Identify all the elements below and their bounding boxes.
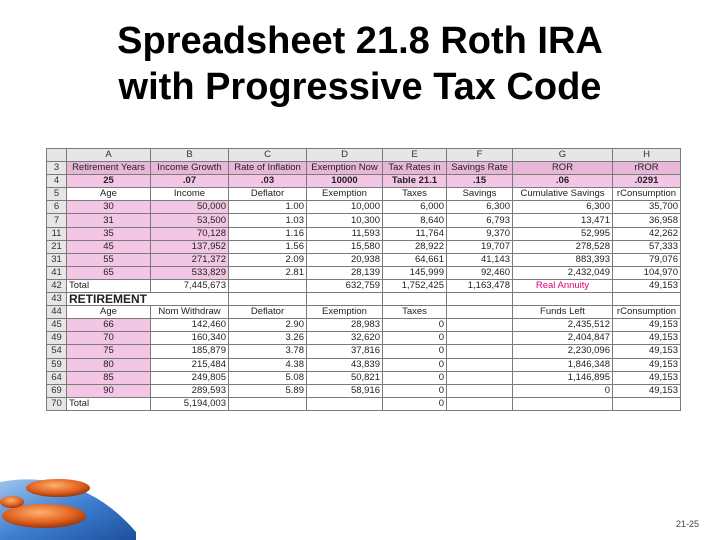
real-annuity-label: Real Annuity — [513, 279, 613, 292]
data-cell: 10,000 — [307, 201, 383, 214]
data-cell: 70,128 — [151, 227, 229, 240]
header-cell: Income — [151, 188, 229, 201]
data-cell: 1.03 — [229, 214, 307, 227]
data-cell: 1.16 — [229, 227, 307, 240]
params-header-row — [47, 162, 681, 175]
param-cell: 25 — [67, 175, 151, 188]
data-cell: 6,300 — [447, 201, 513, 214]
data-cell: 6,000 — [383, 201, 447, 214]
row-number: 43 — [47, 293, 67, 306]
data-cell: 2,435,512 — [513, 319, 613, 332]
data-cell: 0 — [513, 384, 613, 397]
data-cell: 66 — [67, 319, 151, 332]
row-number: 6 — [47, 201, 67, 214]
column-header-g: G — [513, 149, 613, 162]
header-cell: Savings — [447, 188, 513, 201]
data-cell: 278,528 — [513, 240, 613, 253]
data-cell: 90 — [67, 384, 151, 397]
data-cell — [447, 332, 513, 345]
total-cell: 632,759 — [307, 279, 383, 292]
data-cell: 215,484 — [151, 358, 229, 371]
data-cell: 49,153 — [613, 332, 681, 345]
empty-cell — [307, 293, 383, 306]
data-cell: 104,970 — [613, 266, 681, 279]
header-cell: Deflator — [229, 188, 307, 201]
data-cell: 160,340 — [151, 332, 229, 345]
data-cell: 64,661 — [383, 253, 447, 266]
column-header-h: H — [613, 149, 681, 162]
data-cell: 185,879 — [151, 345, 229, 358]
data-cell: 65 — [67, 266, 151, 279]
table-row — [47, 319, 681, 332]
data-cell: 57,333 — [613, 240, 681, 253]
table-row — [47, 227, 681, 240]
data-cell: 75 — [67, 345, 151, 358]
data-cell: 53,500 — [151, 214, 229, 227]
param-cell: Table 21.1 — [383, 175, 447, 188]
data-cell: 2.90 — [229, 319, 307, 332]
param-cell: .0291 — [613, 175, 681, 188]
data-cell: 50,000 — [151, 201, 229, 214]
empty-cell — [229, 293, 307, 306]
header-cell: ROR — [513, 162, 613, 175]
slide-title-line-1: Spreadsheet 21.8 Roth IRA — [117, 20, 603, 62]
data-cell: 80 — [67, 358, 151, 371]
retirement-header-row — [47, 306, 681, 319]
data-cell: 49,153 — [613, 358, 681, 371]
data-cell: 85 — [67, 371, 151, 384]
data-cell: 35 — [67, 227, 151, 240]
row-number: 7 — [47, 214, 67, 227]
row-number: 41 — [47, 266, 67, 279]
row-number: 44 — [47, 306, 67, 319]
total-label: Total — [67, 279, 151, 292]
column-header-row — [47, 149, 681, 162]
row-number: 31 — [47, 253, 67, 266]
slide-title-line-2: with Progressive Tax Code — [118, 66, 602, 108]
data-cell: 37,816 — [307, 345, 383, 358]
data-cell: 0 — [383, 345, 447, 358]
slide-number: 21-25 — [676, 519, 700, 529]
total-cell: 1,752,425 — [383, 279, 447, 292]
data-cell: 0 — [383, 384, 447, 397]
column-header-b: B — [151, 149, 229, 162]
header-cell: rConsumption — [613, 306, 681, 319]
data-cell: 49,153 — [613, 319, 681, 332]
row-number: 54 — [47, 345, 67, 358]
row-number: 3 — [47, 162, 67, 175]
total-cell — [513, 397, 613, 410]
data-cell: 1,146,895 — [513, 371, 613, 384]
total-cell — [613, 397, 681, 410]
header-cell: Taxes — [383, 306, 447, 319]
retirement-label: RETIREMENT — [67, 293, 229, 306]
data-cell: 0 — [383, 371, 447, 384]
data-cell: 32,620 — [307, 332, 383, 345]
header-cell: Nom Withdraw — [151, 306, 229, 319]
data-cell: 1,846,348 — [513, 358, 613, 371]
empty-cell — [383, 293, 447, 306]
table-row — [47, 332, 681, 345]
data-cell: 70 — [67, 332, 151, 345]
header-cell: Rate of Inflation — [229, 162, 307, 175]
data-cell — [447, 384, 513, 397]
data-cell: 5.89 — [229, 384, 307, 397]
data-cell: 3.26 — [229, 332, 307, 345]
row-number: 59 — [47, 358, 67, 371]
data-cell: 52,995 — [513, 227, 613, 240]
param-cell: 10000 — [307, 175, 383, 188]
data-cell: 5.08 — [229, 371, 307, 384]
data-cell: 55 — [67, 253, 151, 266]
column-header-f: F — [447, 149, 513, 162]
row-number: 64 — [47, 371, 67, 384]
data-cell: 271,372 — [151, 253, 229, 266]
data-cell: 2,230,096 — [513, 345, 613, 358]
data-cell: 50,821 — [307, 371, 383, 384]
row-number: 45 — [47, 319, 67, 332]
header-cell: Age — [67, 306, 151, 319]
table-row — [47, 214, 681, 227]
params-values-row — [47, 175, 681, 188]
header-cell — [447, 306, 513, 319]
data-cell: 2,432,049 — [513, 266, 613, 279]
total-cell: 1,163,478 — [447, 279, 513, 292]
table-row — [47, 345, 681, 358]
pebbles-logo-image — [0, 472, 136, 540]
header-cell: rConsumption — [613, 188, 681, 201]
total-cell: 49,153 — [613, 279, 681, 292]
header-cell: Tax Rates in — [383, 162, 447, 175]
work-header-row — [47, 188, 681, 201]
data-cell: 4.38 — [229, 358, 307, 371]
row-number: 49 — [47, 332, 67, 345]
retirement-total-row — [47, 397, 681, 410]
data-cell — [447, 319, 513, 332]
data-cell: 3.78 — [229, 345, 307, 358]
data-cell: 35,700 — [613, 201, 681, 214]
data-cell: 49,153 — [613, 371, 681, 384]
total-cell: 7,445,673 — [151, 279, 229, 292]
total-cell: 5,194,003 — [151, 397, 229, 410]
header-cell: Cumulative Savings — [513, 188, 613, 201]
row-number: 42 — [47, 279, 67, 292]
total-label: Total — [67, 397, 151, 410]
table-row — [47, 266, 681, 279]
data-cell: 30 — [67, 201, 151, 214]
data-cell: 19,707 — [447, 240, 513, 253]
column-header-c: C — [229, 149, 307, 162]
table-row — [47, 358, 681, 371]
column-header-e: E — [383, 149, 447, 162]
data-cell: 31 — [67, 214, 151, 227]
spreadsheet-table — [46, 148, 681, 411]
empty-cell — [613, 293, 681, 306]
data-cell: 58,916 — [307, 384, 383, 397]
table-row — [47, 201, 681, 214]
header-cell: Deflator — [229, 306, 307, 319]
data-cell: 11,593 — [307, 227, 383, 240]
data-cell: 43,839 — [307, 358, 383, 371]
data-cell: 2,404,847 — [513, 332, 613, 345]
param-cell: .06 — [513, 175, 613, 188]
data-cell: 79,076 — [613, 253, 681, 266]
data-cell: 1.00 — [229, 201, 307, 214]
table-row — [47, 384, 681, 397]
data-cell: 249,805 — [151, 371, 229, 384]
row-number: 21 — [47, 240, 67, 253]
data-cell — [447, 371, 513, 384]
data-cell — [447, 358, 513, 371]
total-cell — [229, 279, 307, 292]
data-cell: 41,143 — [447, 253, 513, 266]
corner-cell — [47, 149, 67, 162]
work-total-row — [47, 279, 681, 292]
data-cell: 0 — [383, 319, 447, 332]
total-cell — [307, 397, 383, 410]
data-cell: 0 — [383, 358, 447, 371]
header-cell: Retirement Years — [67, 162, 151, 175]
data-cell: 6,793 — [447, 214, 513, 227]
data-cell: 49,153 — [613, 345, 681, 358]
data-cell: 20,938 — [307, 253, 383, 266]
column-header-d: D — [307, 149, 383, 162]
data-cell: 42,262 — [613, 227, 681, 240]
param-cell: .15 — [447, 175, 513, 188]
data-cell: 883,393 — [513, 253, 613, 266]
row-number: 5 — [47, 188, 67, 201]
data-cell: 2.81 — [229, 266, 307, 279]
data-cell: 45 — [67, 240, 151, 253]
total-cell — [229, 397, 307, 410]
retirement-label-row — [47, 293, 681, 306]
data-cell: 137,952 — [151, 240, 229, 253]
slide-title — [0, 18, 720, 110]
data-cell: 142,460 — [151, 319, 229, 332]
header-cell: rROR — [613, 162, 681, 175]
header-cell: Funds Left — [513, 306, 613, 319]
header-cell: Savings Rate — [447, 162, 513, 175]
data-cell: 13,471 — [513, 214, 613, 227]
data-cell: 15,580 — [307, 240, 383, 253]
header-cell: Exemption — [307, 188, 383, 201]
row-number: 4 — [47, 175, 67, 188]
data-cell: 2.09 — [229, 253, 307, 266]
table-row — [47, 253, 681, 266]
header-cell: Taxes — [383, 188, 447, 201]
header-cell: Income Growth — [151, 162, 229, 175]
data-cell: 289,593 — [151, 384, 229, 397]
row-number: 70 — [47, 397, 67, 410]
row-number: 69 — [47, 384, 67, 397]
data-cell: 0 — [383, 332, 447, 345]
data-cell: 28,922 — [383, 240, 447, 253]
data-cell: 9,370 — [447, 227, 513, 240]
total-cell: 0 — [383, 397, 447, 410]
column-header-a: A — [67, 149, 151, 162]
data-cell: 533,829 — [151, 266, 229, 279]
table-row — [47, 240, 681, 253]
data-cell: 28,983 — [307, 319, 383, 332]
total-cell — [447, 397, 513, 410]
data-cell: 145,999 — [383, 266, 447, 279]
header-cell: Exemption — [307, 306, 383, 319]
data-cell: 11,764 — [383, 227, 447, 240]
data-cell: 49,153 — [613, 384, 681, 397]
empty-cell — [447, 293, 513, 306]
data-cell: 1.56 — [229, 240, 307, 253]
row-number: 11 — [47, 227, 67, 240]
empty-cell — [513, 293, 613, 306]
data-cell — [447, 345, 513, 358]
data-cell: 36,958 — [613, 214, 681, 227]
data-cell: 8,640 — [383, 214, 447, 227]
table-row — [47, 371, 681, 384]
header-cell: Age — [67, 188, 151, 201]
data-cell: 6,300 — [513, 201, 613, 214]
header-cell: Exemption Now — [307, 162, 383, 175]
data-cell: 10,300 — [307, 214, 383, 227]
param-cell: .07 — [151, 175, 229, 188]
data-cell: 92,460 — [447, 266, 513, 279]
data-cell: 28,139 — [307, 266, 383, 279]
param-cell: .03 — [229, 175, 307, 188]
